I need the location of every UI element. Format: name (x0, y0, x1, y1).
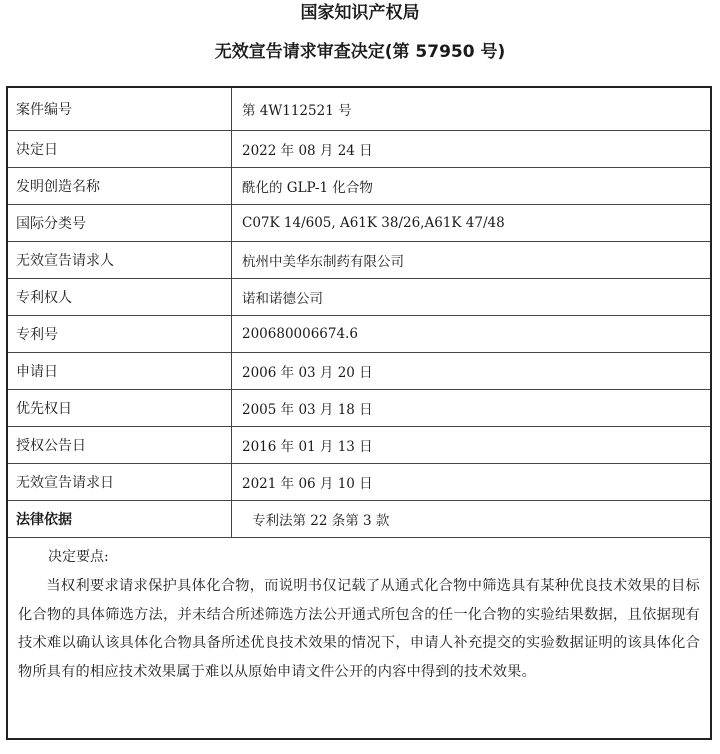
key-points-heading: 决定要点: (48, 549, 109, 565)
label-case-number: 案件编号 (8, 88, 232, 130)
document-title: 无效宣告请求审查决定(第 57950 号) (214, 42, 506, 62)
row-application-date (8, 353, 710, 390)
row-request-date (8, 464, 710, 501)
value-decision-date: 2022 年 08 月 24 日 (242, 143, 373, 159)
row-grant-date (8, 427, 710, 464)
label-application-date: 申请日 (8, 353, 232, 389)
value-patentee: 诺和诺德公司 (242, 291, 323, 307)
key-points-body: 当权利要求请求保护具体化合物，而说明书仅记载了从通式化合物中筛选具有某种优良技术效果的目标化合物的具体筛选方法，并未结合所述筛选方法公开通式所包含的任一化合物的实验结果数据，且依据现有技术难以确认该具体化合物具备所述优良技术效果的情况下，申请人补充提交的实验数据证明的该具体化合物所具有的相应技术效果属于难以从原始申请文件公开的内容中得到的技术效果。 (18, 578, 700, 680)
label-patent-number: 专利号 (8, 316, 232, 352)
label-priority-date: 优先权日 (8, 390, 232, 426)
value-petitioner: 杭州中美华东制药有限公司 (242, 254, 404, 270)
label-decision-date: 决定日 (8, 131, 232, 167)
row-invention-name (8, 168, 710, 205)
label-patentee: 专利权人 (8, 279, 232, 315)
value-patent-number: 200680006674.6 (242, 326, 358, 342)
decision-key-points (8, 538, 710, 738)
value-case-number: 第 4W112521 号 (242, 103, 352, 119)
value-application-date: 2006 年 03 月 20 日 (242, 365, 373, 381)
row-case-number (8, 88, 710, 131)
value-request-date: 2021 年 06 月 10 日 (242, 476, 373, 492)
label-ipc: 国际分类号 (8, 205, 232, 241)
document-organization: 国家知识产权局 (300, 3, 420, 23)
row-decision-date (8, 131, 710, 168)
row-ipc (8, 205, 710, 242)
row-priority-date (8, 390, 710, 427)
value-priority-date: 2005 年 03 月 18 日 (242, 402, 373, 418)
value-invention-name: 酰化的 GLP-1 化合物 (242, 180, 373, 196)
label-grant-date: 授权公告日 (8, 427, 232, 463)
label-legal-basis: 法律依据 (8, 501, 232, 537)
value-legal-basis: 专利法第 22 条第 3 款 (252, 513, 390, 529)
row-legal-basis (8, 501, 710, 538)
label-request-date: 无效宣告请求日 (8, 464, 232, 500)
value-grant-date: 2016 年 01 月 13 日 (242, 439, 373, 455)
row-patent-number (8, 316, 710, 353)
row-petitioner (8, 242, 710, 279)
row-patentee (8, 279, 710, 316)
label-invention-name: 发明创造名称 (8, 168, 232, 204)
label-petitioner: 无效宣告请求人 (8, 242, 232, 278)
decision-info-table (6, 86, 712, 740)
value-ipc: C07K 14/605, A61K 38/26,A61K 47/48 (242, 215, 505, 231)
